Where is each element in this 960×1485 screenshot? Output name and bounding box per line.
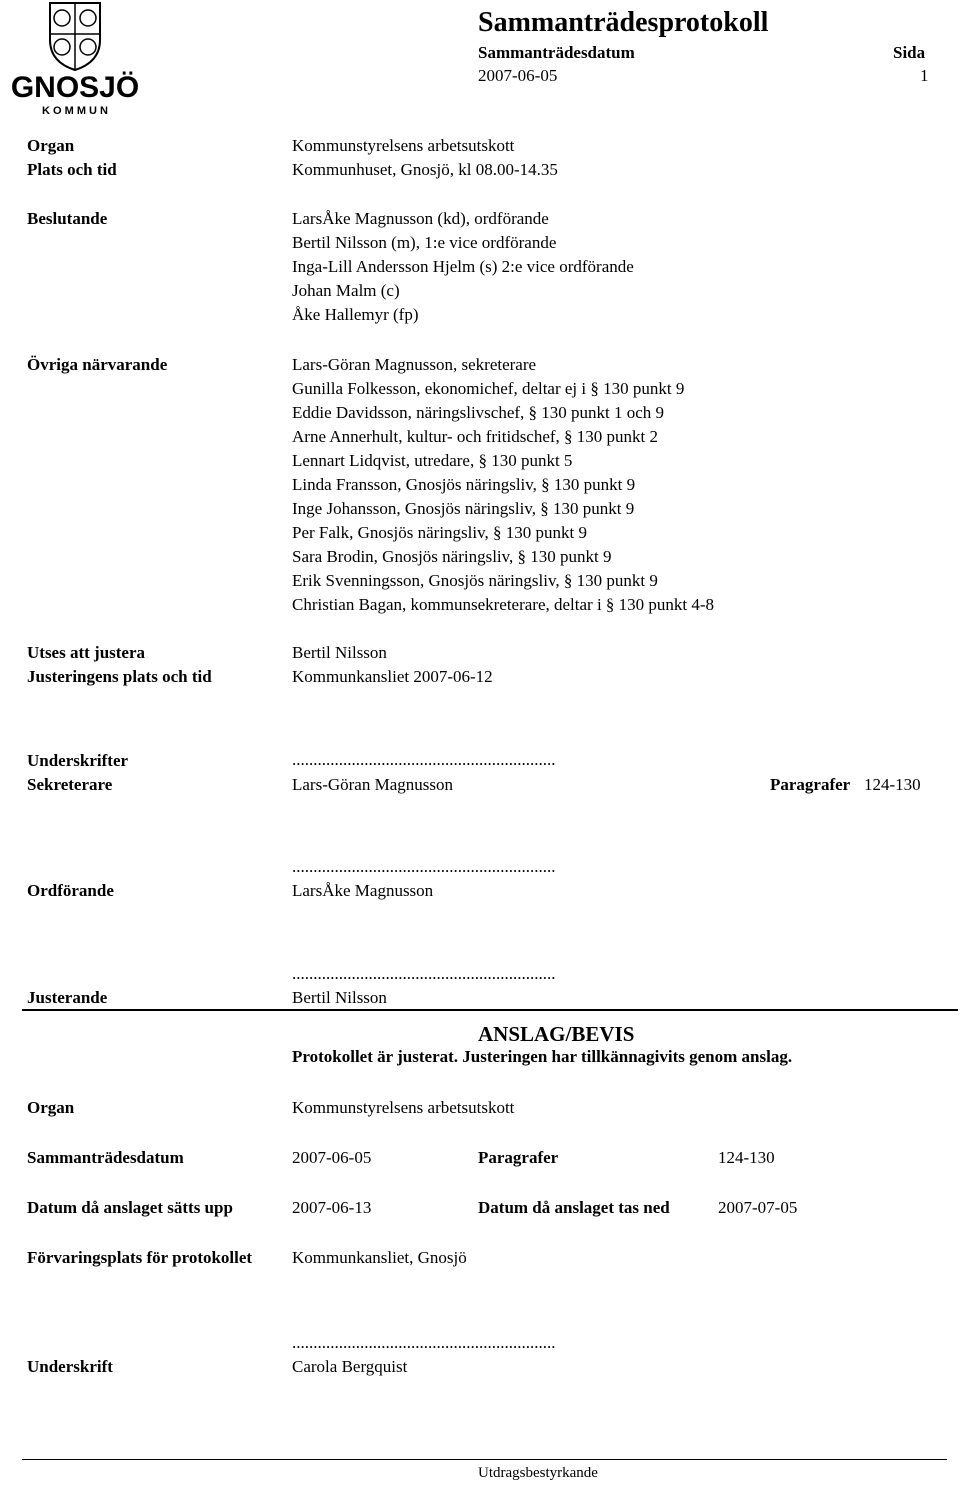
deciding-list <box>292 209 634 329</box>
footer-divider <box>22 1459 947 1460</box>
header-page-label: Sida <box>893 43 926 62</box>
divider <box>22 1009 958 1011</box>
header-date-value: 2007-06-05 <box>478 66 558 85</box>
adjuster-value: Bertil Nilsson <box>292 643 387 662</box>
place-label: Plats och tid <box>27 160 117 179</box>
adjust-place-label: Justeringens plats och tid <box>27 667 212 686</box>
svg-text:K O M M U N: K O M M U N <box>42 105 108 117</box>
adjust-place-value: Kommunkansliet 2007-06-12 <box>292 667 493 686</box>
list-item: Inge Johansson, Gnosjös näringsliv, § 130 punkt 9 <box>292 499 635 518</box>
signatures-label: Underskrifter <box>27 751 129 770</box>
others-list <box>292 355 714 619</box>
secretary-name: Lars-Göran Magnusson <box>292 775 453 794</box>
footer-text: Utdragsbestyrkande <box>478 1465 598 1481</box>
list-item: Inga-Lill Andersson Hjelm (s) 2:e vice ordförande <box>292 257 634 276</box>
notice-statement: Protokollet är justerat. Justeringen har tillkännagivits genom anslag. <box>292 1047 793 1066</box>
notice-title: ANSLAG/BEVIS <box>478 1022 635 1046</box>
list-item: Johan Malm (c) <box>292 281 400 300</box>
removed-label: Datum då anslaget tas ned <box>478 1198 670 1217</box>
posted-value: 2007-06-13 <box>292 1198 372 1217</box>
list-item: Lennart Lidqvist, utredare, § 130 punkt 5 <box>292 451 573 470</box>
list-item: Lars-Göran Magnusson, sekreterare <box>292 355 537 374</box>
signature-line-chair: .............................................................. <box>292 857 556 876</box>
chair-label: Ordförande <box>27 881 114 900</box>
notice-date-label: Sammanträdesdatum <box>27 1148 184 1167</box>
adjuster-sign-label: Justerande <box>27 988 108 1007</box>
others-label: Övriga närvarande <box>27 355 168 374</box>
organ-label: Organ <box>27 136 75 155</box>
page-title: Sammanträdesprotokoll <box>478 7 769 38</box>
chair-name: LarsÅke Magnusson <box>292 881 434 900</box>
signature-line-secretary: .............................................................. <box>292 750 556 769</box>
organ-value: Kommunstyrelsens arbetsutskott <box>292 136 515 155</box>
list-item: Christian Bagan, kommunsekreterare, deltar i § 130 punkt 4-8 <box>292 595 715 614</box>
list-item: LarsÅke Magnusson (kd), ordförande <box>292 209 549 228</box>
paragraphs-label: Paragrafer <box>770 775 851 794</box>
notice-paragraphs-label: Paragrafer <box>478 1148 559 1167</box>
list-item: Per Falk, Gnosjös näringsliv, § 130 punkt 9 <box>292 523 587 542</box>
signature-line-notice: .............................................................. <box>292 1333 556 1352</box>
storage-value: Kommunkansliet, Gnosjö <box>292 1248 467 1267</box>
list-item: Linda Fransson, Gnosjös näringsliv, § 130 punkt 9 <box>292 475 636 494</box>
list-item: Eddie Davidsson, näringslivschef, § 130 punkt 1 och 9 <box>292 403 665 422</box>
notice-signature-label: Underskrift <box>27 1357 113 1376</box>
posted-label: Datum då anslaget sätts upp <box>27 1198 233 1217</box>
list-item: Erik Svenningsson, Gnosjös näringsliv, § 130 punkt 9 <box>292 571 658 590</box>
notice-date-value: 2007-06-05 <box>292 1148 372 1167</box>
header-page-value: 1 <box>920 66 929 85</box>
signature-line-adjuster: .............................................................. <box>292 964 556 983</box>
notice-paragraphs-value: 124-130 <box>718 1148 775 1167</box>
list-item: Åke Hallemyr (fp) <box>292 305 419 324</box>
secretary-label: Sekreterare <box>27 775 113 794</box>
adjuster-sign-name: Bertil Nilsson <box>292 988 387 1007</box>
list-item: Sara Brodin, Gnosjös näringsliv, § 130 punkt 9 <box>292 547 612 566</box>
coat-of-arms-icon <box>0 0 150 118</box>
deciding-label: Beslutande <box>27 209 108 228</box>
place-value: Kommunhuset, Gnosjö, kl 08.00-14.35 <box>292 160 558 179</box>
municipality-logo <box>0 0 150 118</box>
list-item: Bertil Nilsson (m), 1:e vice ordförande <box>292 233 557 252</box>
header-date-label: Sammanträdesdatum <box>478 43 635 62</box>
svg-text:GNOSJÖ: GNOSJÖ <box>10 71 140 104</box>
removed-value: 2007-07-05 <box>718 1198 798 1217</box>
paragraphs-value: 124-130 <box>864 775 921 794</box>
list-item: Gunilla Folkesson, ekonomichef, deltar ej i § 130 punkt 9 <box>292 379 685 398</box>
notice-organ-label: Organ <box>27 1098 75 1117</box>
notice-organ-value: Kommunstyrelsens arbetsutskott <box>292 1098 515 1117</box>
list-item: Arne Annerhult, kultur- och fritidschef, § 130 punkt 2 <box>292 427 659 446</box>
notice-signature-name: Carola Bergquist <box>292 1357 408 1376</box>
storage-label: Förvaringsplats för protokollet <box>27 1248 253 1267</box>
adjuster-label: Utses att justera <box>27 643 146 662</box>
